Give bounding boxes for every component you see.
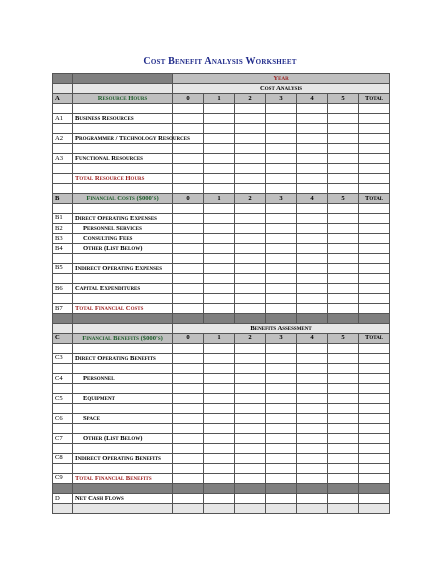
financial-costs-header-row: B Financial Costs ($000's) 0 1 2 3 4 5 Total [53, 194, 390, 204]
table-row: B3 Consulting Fees [53, 234, 390, 244]
total-col-header: Total [359, 94, 390, 104]
table-row: C4 Personnel [53, 374, 390, 384]
worksheet-table [52, 73, 390, 514]
cost-analysis-row [53, 84, 390, 94]
table-row: A1 Business Resources [53, 114, 390, 124]
table-row: B6 Capital Expenditures [53, 284, 390, 294]
benefits-assessment-row: Benefits Assessment [53, 324, 390, 334]
net-cash-flows-row: D Net Cash Flows [53, 494, 390, 504]
table-row: C3 Direct Operating Benefits [53, 354, 390, 364]
table-row: C7 Other (List Below) [53, 434, 390, 444]
year-col-1: 1 [204, 94, 235, 104]
resource-hours-header: Resource Hours [73, 94, 173, 104]
table-row: C5 Equipment [53, 394, 390, 404]
cost-analysis-label: Cost Analysis [173, 84, 390, 94]
table-row: A3 Functional Resources [53, 154, 390, 164]
table-row: C8 Indirect Operating Benefits [53, 454, 390, 464]
year-col-4: 4 [297, 94, 328, 104]
year-col-0: 0 [173, 94, 204, 104]
table-row: B2 Personnel Services [53, 224, 390, 234]
year-col-5: 5 [328, 94, 359, 104]
year-header-row [53, 74, 390, 84]
resource-header-row [53, 94, 390, 104]
year-col-2: 2 [235, 94, 266, 104]
table-row: B1 Direct Operating Expenses [53, 214, 390, 224]
table-row: C6 Space [53, 414, 390, 424]
total-financial-costs-row: B7 Total Financial Costs [53, 304, 390, 314]
financial-benefits-header-row: C Financial Benefits ($000's) 0 1 2 3 4 5 Total [53, 334, 390, 344]
table-row: B4 Other (List Below) [53, 244, 390, 254]
year-label: Year [173, 74, 390, 84]
total-financial-benefits-row: C9 Total Financial Benefits [53, 474, 390, 484]
section-code: A [53, 94, 73, 104]
total-resource-hours-row: Total Resource Hours [53, 174, 390, 184]
year-col-3: 3 [266, 94, 297, 104]
table-row: A2 Programmer / Technology Resources [53, 134, 390, 144]
worksheet-title: Cost Benefit Analysis Worksheet [143, 56, 297, 67]
table-row: B5 Indirect Operating Expenses [53, 264, 390, 274]
